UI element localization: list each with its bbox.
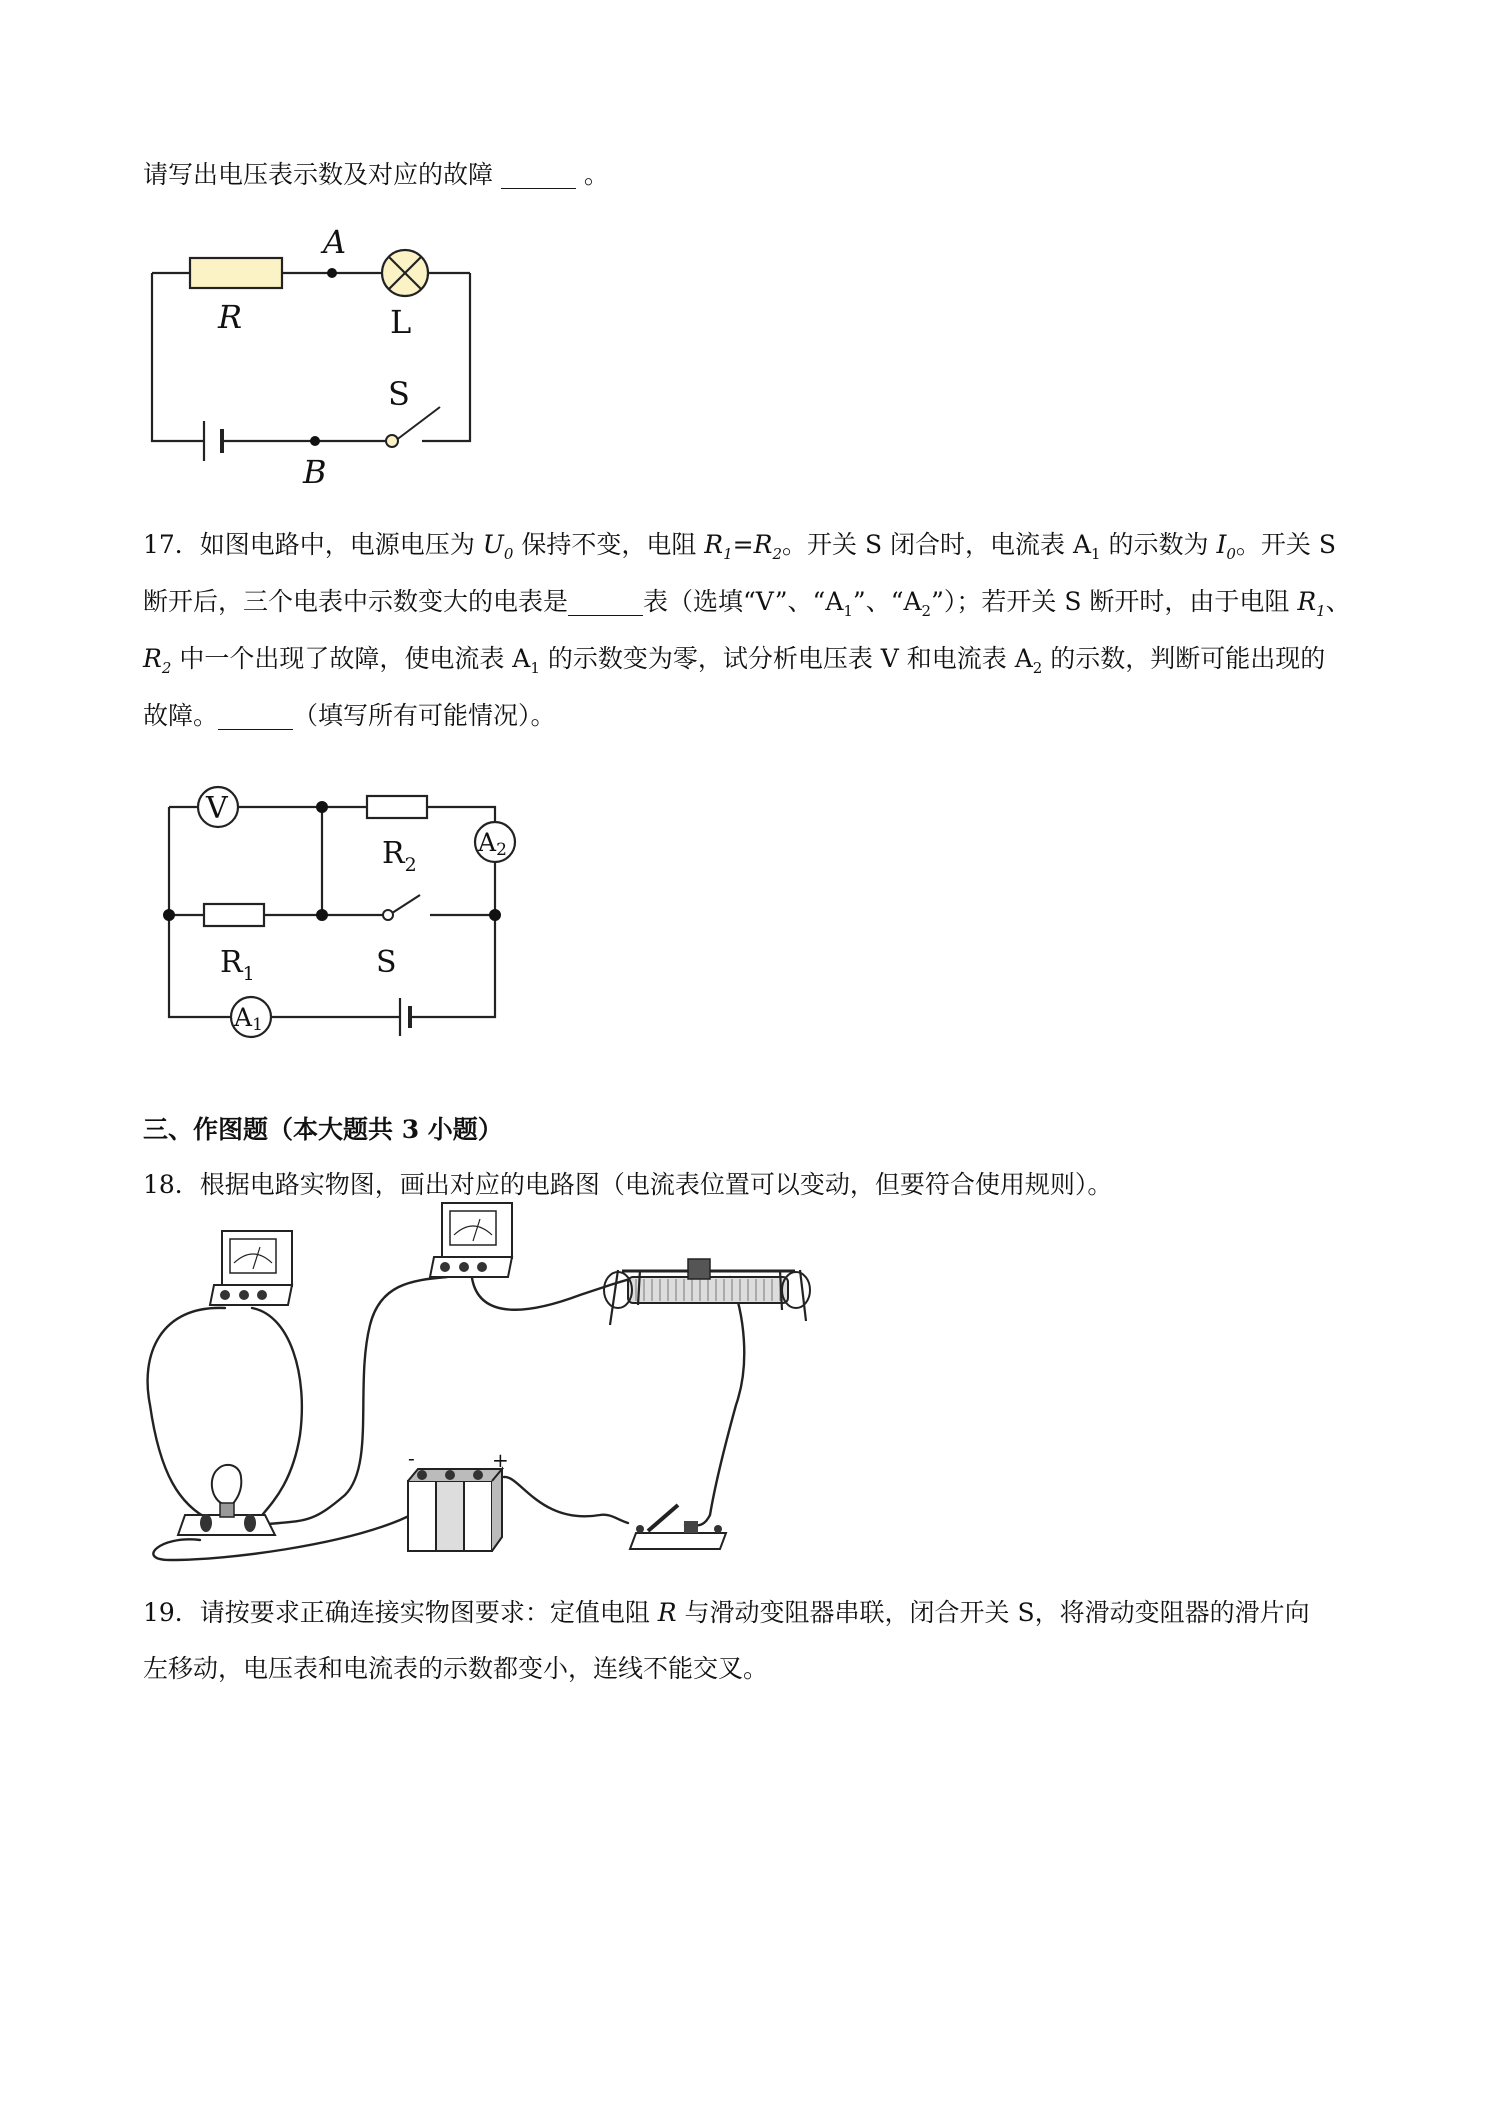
resistor-r1 [204,904,264,926]
switch-s-pivot [383,910,393,920]
q18-physical-circuit-figure [140,1215,820,1565]
rheostat-device [604,1259,810,1325]
junction [489,909,501,921]
battery-plus-label: + [492,1448,509,1472]
label-r2: $R_2$ [382,836,417,876]
q19-line-1: 19．请按要求正确连接实物图要求：定值电阻 R 与滑动变阻器串联，闭合开关 S，将滑动变阻器的滑片向 [143,1598,1310,1627]
node-a [327,268,337,278]
junction [316,801,328,813]
lamp-device [178,1465,275,1535]
battery-minus-label: - [408,1446,415,1470]
junction [316,909,328,921]
node-b [310,436,320,446]
label-b: B [303,453,327,491]
ammeter-device-2 [430,1203,512,1277]
battery-pack-device [408,1446,509,1551]
label-r1: $R_1$ [220,945,255,985]
q17-circuit-figure [160,770,540,1060]
q19-line-2: 左移动，电压表和电流表的示数都变小，连线不能交叉。 [143,1654,769,1683]
q17-line-4: 故障。______（填写所有可能情况）。 [143,701,556,730]
label-a2: A2 [478,828,507,860]
junction [163,909,175,921]
label-a: A [323,223,347,261]
switch-pivot [386,435,398,447]
label-l: L [390,303,412,341]
q17-line-2: 断开后，三个电表中示数变大的电表是______表（选填“V”、“$A_1$”、“$A_2$”）；若开关 S 断开时，由于电阻 $R_1$、 [143,587,1351,620]
label-s: S [376,945,397,980]
label-v: V [206,791,228,826]
ammeter-device-1 [210,1231,292,1305]
q17-line-1: 17．如图电路中，电源电压为 $U_0$ 保持不变，电阻 $R_1=R_2$。开关 S 闭合时，电流表 $A_1$ 的示数为 $I_0$。开关 S [143,530,1336,563]
q17-line-3: $R_2$ 中一个出现了故障，使电流表 $A_1$ 的示数变为零，试分析电压表 V 和电流表 $A_2$ 的示数，判断可能出现的 [143,644,1326,677]
q18-text: 18．根据电路实物图，画出对应的电路图（电流表位置可以变动，但要符合使用规则）。 [143,1170,1113,1199]
section-heading: 三、作图题（本大题共 3 小题） [143,1115,503,1144]
resistor-r2 [367,796,427,818]
resistor-r [190,258,282,288]
label-r: R [218,298,243,336]
label-s: S [388,375,410,413]
label-a1: A1 [234,1003,263,1035]
q16-text: 请写出电压表示数及对应的故障 ______ 。 [143,160,609,189]
q16-circuit-figure [140,225,480,495]
